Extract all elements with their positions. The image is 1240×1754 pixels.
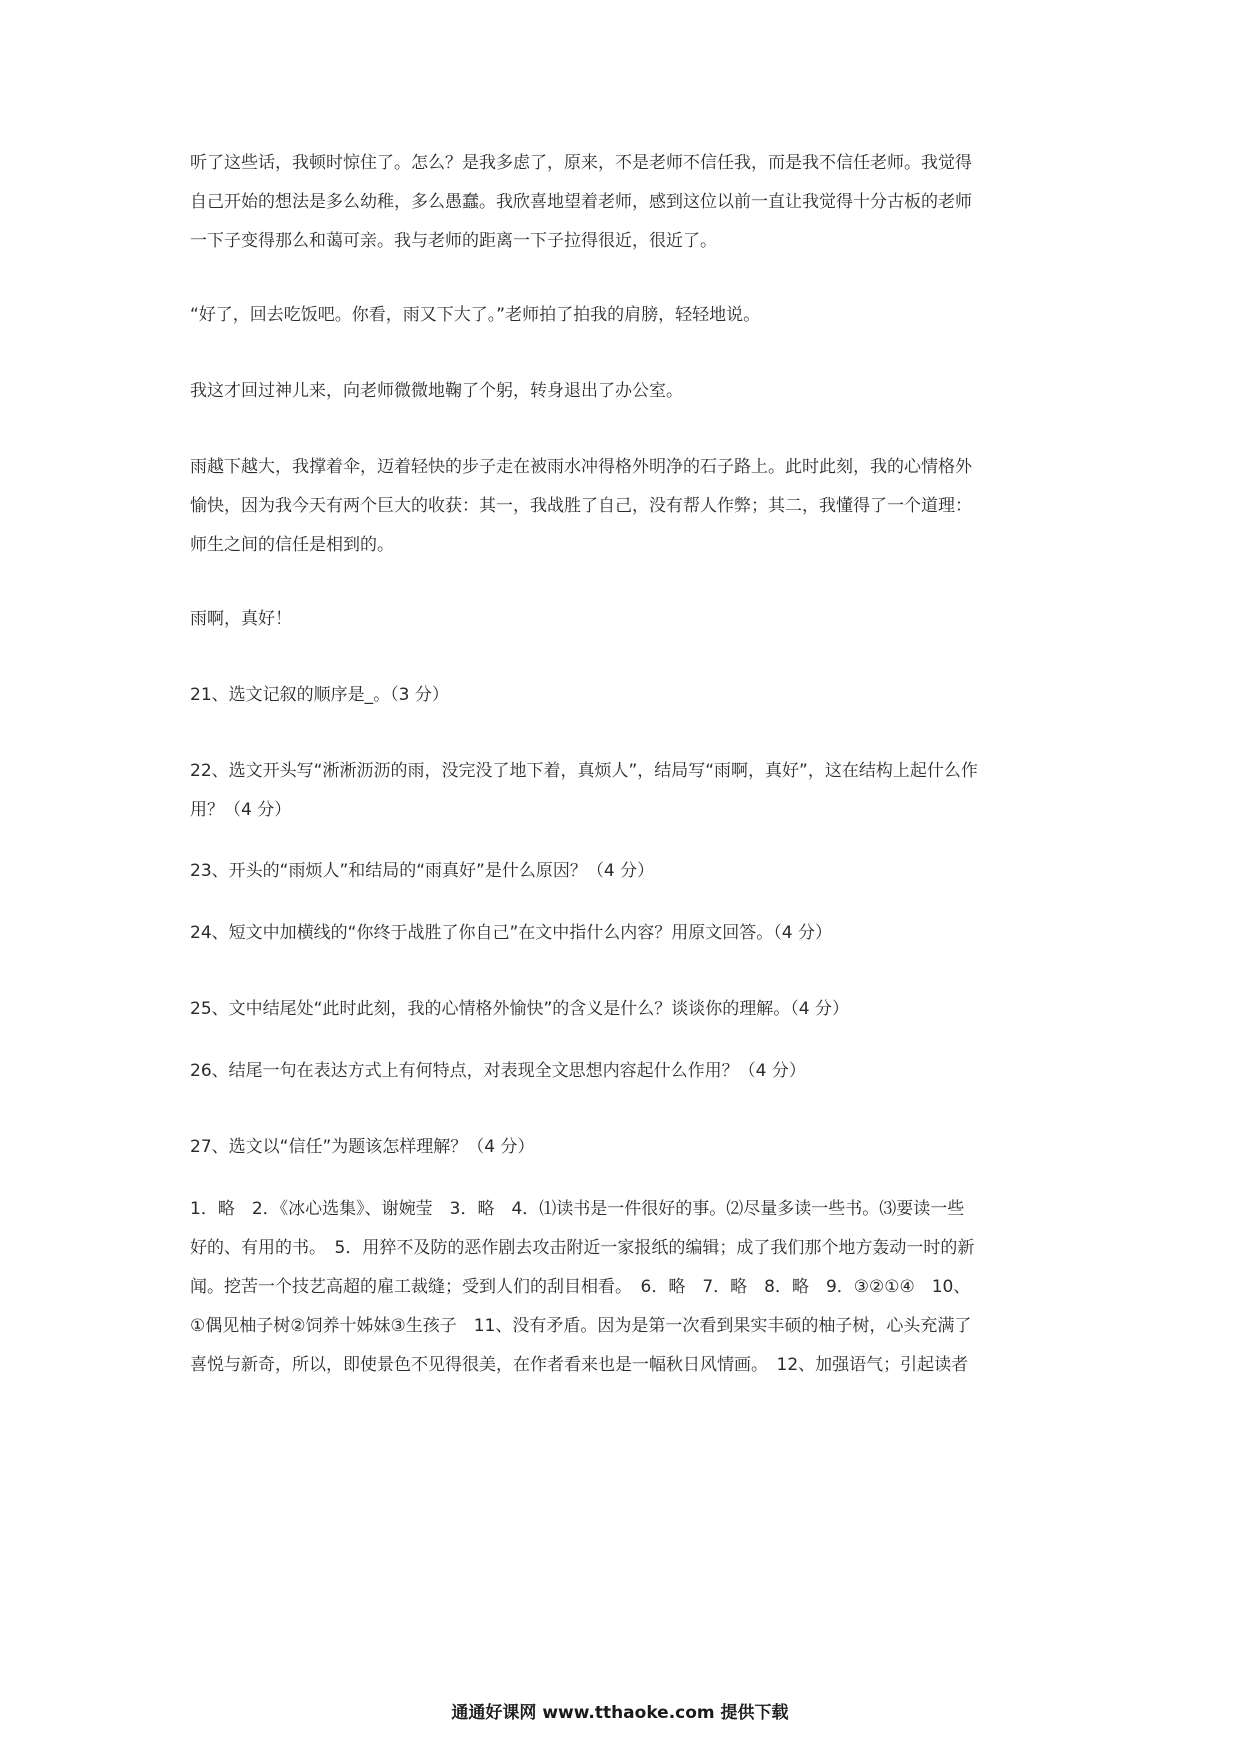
question-25 [190,990,1070,1029]
question-27 [190,1128,1070,1167]
text-line: 雨越下越大，我撑着伞，迈着轻快的步子走在被雨水冲得格外明净的石子路上。此时此刻，我的心情格外 [190,457,972,477]
answer-line: ①偶见柚子树②饲养十姊妹③生孩子 11、没有矛盾。因为是第一次看到果实丰硕的柚子树，心头充满了 [190,1316,972,1336]
story-paragraph-4 [190,448,1070,565]
footer-watermark: 通通好课网 www.tthaoke.com 提供下载 [451,1703,789,1723]
text-line: 愉快，因为我今天有两个巨大的收获：其一，我战胜了自己，没有帮人作弊；其二，我懂得了一个道理： [190,496,972,516]
story-paragraph-2 [190,296,1070,335]
question-24 [190,914,1070,953]
answer-line: 喜悦与新奇，所以，即使景色不见得很美，在作者看来也是一幅秋日风情画。 12、加强语气；引起读者 [190,1355,969,1375]
text-line: 一下子变得那么和蔼可亲。我与老师的距离一下子拉得很近，很近了。 [190,231,717,251]
question-text: 24、短文中加横线的“你终于战胜了你自己”在文中指什么内容？用原文回答。（4 分） [190,923,832,943]
question-text: 23、开头的“雨烦人”和结局的“雨真好”是什么原因？（4 分） [190,861,655,881]
text-line: 我这才回过神儿来，向老师微微地鞠了个躬，转身退出了办公室。 [190,381,683,401]
text-line: 听了这些话，我顿时惊住了。怎么？是我多虑了，原来，不是老师不信任我，而是我不信任老师。我觉得 [190,153,972,173]
question-22 [190,752,1070,830]
answer-key [190,1190,1070,1385]
story-paragraph-1 [190,144,1070,261]
answer-line: 好的、有用的书。 5．用猝不及防的恶作剧去攻击附近一家报纸的编辑；成了我们那个地方轰动一时的新 [190,1238,975,1258]
question-text: 26、结尾一句在表达方式上有何特点，对表现全文思想内容起什么作用？（4 分） [190,1061,806,1081]
story-paragraph-5 [190,600,1070,639]
question-text: 用？（4 分） [190,800,292,820]
question-text: 27、选文以“信任”为题该怎样理解？（4 分） [190,1137,535,1157]
question-26 [190,1052,1070,1091]
answer-line: 闻。挖苦一个技艺高超的雇工裁缝；受到人们的刮目相看。 6．略 7．略 8．略 9．③②①④ 10、 [190,1277,971,1297]
story-paragraph-3 [190,372,1070,411]
text-line: 自己开始的想法是多么幼稚，多么愚蠢。我欣喜地望着老师，感到这位以前一直让我觉得十分古板的老师 [190,192,972,212]
text-line: 师生之间的信任是相到的。 [190,535,394,555]
text-line: “好了，回去吃饭吧。你看，雨又下大了。”老师拍了拍我的肩膀，轻轻地说。 [190,305,761,325]
text-line: 雨啊，真好！ [190,609,292,629]
question-23 [190,852,1070,891]
question-text: 25、文中结尾处“此时此刻，我的心情格外愉快”的含义是什么？谈谈你的理解。（4 分） [190,999,849,1019]
answer-line: 1．略 2．《冰心选集》、谢婉莹 3．略 4．⑴读书是一件很好的事。⑵尽量多读一些书。⑶要读一些 [190,1199,965,1219]
question-21 [190,676,1070,715]
question-text: 21、选文记叙的顺序是_。（3 分） [190,685,449,705]
question-text: 22、选文开头写“淅淅沥沥的雨，没完没了地下着，真烦人”，结局写“雨啊，真好”，这在结构上起什么作 [190,761,978,781]
